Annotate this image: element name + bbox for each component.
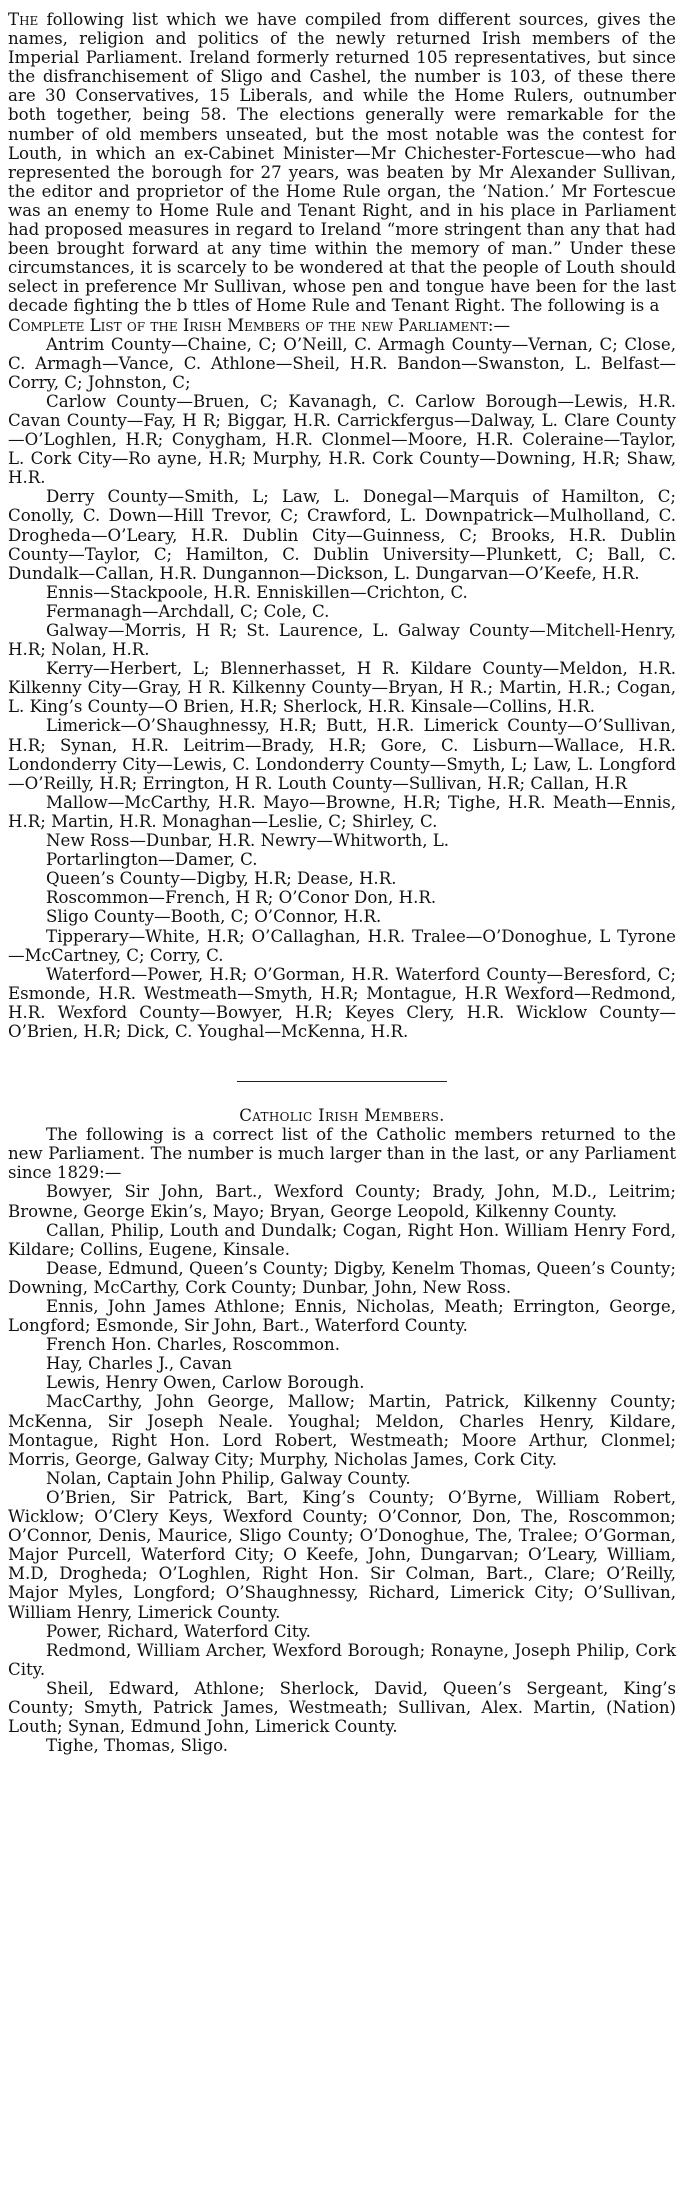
- members-entry: Galway—Morris, H R; St. Laurence, L. Galway County—Mitchell-Henry, H.R; Nolan, H.R.: [8, 621, 676, 660]
- catholic-entry: Sheil, Edward, Athlone; Sherlock, David, Queen’s Sergeant, King’s County; Smyth, Patrick James, Westmeath; Sullivan, Alex. Martin, (Nation) Louth; Synan, Edmund John, Limerick County.: [8, 1678, 676, 1737]
- members-entry: Derry County—Smith, L; Law, L. Donegal—Marquis of Hamilton, C; Conolly, C. Down—Hill Trevor, C; Crawford, L. Downpatrick—Mulholland, C. Drogheda—O’Leary, H.R. Dublin City—Guinness, C; Brooks, H.R. Dublin County—Taylor, C; Hamilton, C. Dublin University—Plunkett, C; Ball, C. Dundalk—Callan, H.R. Dungannon—Dickson, L. Dungarvan—O’Keefe, H.R.: [8, 487, 676, 583]
- members-entry: Portarlington—Damer, C.: [46, 850, 258, 870]
- members-entry: Carlow County—Bruen, C; Kavanagh, C. Carlow Borough—Lewis, H.R. Cavan County—Fay, H R; Biggar, H.R. Carrickfergus—Dalway, L. Clare County—O’Loghlen, H.R; Conygham, H.R. Clonmel—Moore, H.R. Coleraine—Taylor, L. Cork City—Ro ayne, H.R; Murphy, H.R. Cork County—Downing, H.R; Shaw, H.R.: [8, 391, 676, 488]
- catholic-entry: Callan, Philip, Louth and Dundalk; Cogan, Right Hon. William Henry Ford, Kildare; Collins, Eugene, Kinsale.: [8, 1220, 676, 1259]
- catholic-entry: Bowyer, Sir John, Bart., Wexford County; Brady, John, M.D., Leitrim; Browne, George Ekin’s, Mayo; Bryan, George Leopold, Kilkenny County.: [8, 1182, 676, 1221]
- catholic-intro-paragraph: The following is a correct list of the Catholic members returned to the new Parliament. The number is much larger than in the last, or any Parliament since 1829:—: [8, 1125, 676, 1183]
- intro-text: following list which we have compiled from different sources, gives the names, religion and politics of the newly returned Irish members of the Imperial Parliament. Ireland formerly returned 105 representatives, but since the disfranchisement of Sligo and Cashel, the number is 103, of these there are 30 Conservatives, 15 Liberals, and while the Home Rulers, outnumber both together, being 58. The elections generally were remarkable for the number of old members unseated, but the most notable was the contest for Louth, in which an ex-Cabinet Minister—Mr Chichester-Fortescue—who had represented the borough for 27 years, was beaten by Mr Alexander Sullivan, the editor and proprietor of the Home Rule organ, the ‘Nation.’ Mr Fortescue was an enemy to Home Rule and Tenant Right, and in his place in Parliament had proposed measures in regard to Ireland “more stringent than any that had been brought forward at any time within the memory of man.” Under these circumstances, it is scarcely to be wondered at that the people of Louth should select in preference Mr Sullivan, whose pen and tongue have been for the last decade fighting the b ttles of Home Rule and Tenant Right. The following is a: [8, 10, 676, 316]
- members-entry: Sligo County—Booth, C; O’Connor, H.R.: [46, 907, 382, 927]
- intro-paragraph: [8, 10, 676, 316]
- catholic-entry: Redmond, William Archer, Wexford Borough; Ronayne, Joseph Philip, Cork City.: [8, 1640, 676, 1679]
- catholic-entry: Hay, Charles J., Cavan: [46, 1354, 232, 1374]
- intro-dropcap: The: [8, 10, 39, 29]
- catholic-entry: French Hon. Charles, Roscommon.: [46, 1335, 341, 1355]
- members-entry: Mallow—McCarthy, H.R. Mayo—Browne, H.R; Tighe, H.R. Meath—Ennis, H.R; Martin, H.R. Monaghan—Leslie, C; Shirley, C.: [8, 792, 676, 831]
- catholic-members-heading: Catholic Irish Members.: [239, 1106, 445, 1126]
- catholic-entry: MacCarthy, John George, Mallow; Martin, Patrick, Kilkenny County; McKenna, Sir Joseph Neale. Youghal; Meldon, Charles Henry, Kildare, Montague, Right Hon. Lord Robert, Westmeath; Moore Arthur, Clonmel; Morris, George, Galway City; Murphy, Nicholas James, Cork City.: [8, 1392, 676, 1469]
- catholic-entry: Power, Richard, Waterford City.: [46, 1621, 311, 1641]
- members-entry: Tipperary—White, H.R; O’Callaghan, H.R. Tralee—O’Donoghue, L Tyrone—McCartney, C; Corry, C.: [8, 926, 676, 965]
- members-list-heading: Complete List of the Irish Members of the new Parliament:—: [8, 315, 511, 335]
- catholic-entry: Dease, Edmund, Queen’s County; Digby, Kenelm Thomas, Queen’s County; Downing, McCarthy, Cork County; Dunbar, John, New Ross.: [8, 1258, 676, 1297]
- members-entry: Limerick—O’Shaughnessy, H.R; Butt, H.R. Limerick County—O’Sullivan, H.R; Synan, H.R. Leitrim—Brady, H.R; Gore, C. Lisburn—Wallace, H.R. Londonderry City—Lewis, C. Londonderry County—Smyth, L; Law, L. Longford—O’Reilly, H.R; Errington, H R. Louth County—Sullivan, H.R; Callan, H.R: [8, 716, 676, 793]
- catholic-entry: O’Brien, Sir Patrick, Bart, King’s County; O’Byrne, William Robert, Wicklow; O’Clery Keys, Wexford County; O’Connor, Don, The, Roscommon; O’Connor, Denis, Maurice, Sligo County; O’Donoghue, The, Tralee; O’Gorman, Major Purcell, Waterford City; O Keefe, John, Dungarvan; O’Leary, William, M.D, Drogheda; O’Loghlen, Right Hon. Sir Colman, Bart., Clare; O’Reilly, Major Myles, Longford; O’Shaughnessy, Richard, Limerick City; O’Sullivan, William Henry, Limerick County.: [8, 1487, 676, 1622]
- catholic-members-list: [8, 1182, 676, 1755]
- members-entry: New Ross—Dunbar, H.R. Newry—Whitworth, L.: [46, 831, 450, 851]
- members-entry: Kerry—Herbert, L; Blennerhasset, H R. Kildare County—Meldon, H.R. Kilkenny City—Gray, H R. Kilkenny County—Bryan, H R.; Martin, H.R.; Cogan, L. King’s County—O Brien, H.R; Sherlock, H.R. Kinsale—Collins, H.R.: [8, 659, 676, 717]
- catholic-entry: Ennis, John James Athlone; Ennis, Nicholas, Meath; Errington, George, Longford; Esmonde, Sir John, Bart., Waterford County.: [8, 1297, 676, 1336]
- catholic-entry: Tighe, Thomas, Sligo.: [46, 1736, 229, 1756]
- catholic-entry: Lewis, Henry Owen, Carlow Borough.: [46, 1373, 365, 1393]
- members-entry: Ennis—Stackpoole, H.R. Enniskillen—Crichton, C.: [46, 582, 468, 602]
- members-entry: Antrim County—Chaine, C; O’Neill, C. Armagh County—Vernan, C; Close, C. Armagh—Vance, C. Athlone—Sheil, H.R. Bandon—Swanston, L. Belfast—Corry, C; Johnston, C;: [8, 334, 676, 392]
- members-entry: Waterford—Power, H.R; O’Gorman, H.R. Waterford County—Beresford, C; Esmonde, H.R. Westmeath—Smyth, H.R; Montague, H.R Wexford—Redmond, H.R. Wexford County—Bowyer, H.R; Keyes Clery, H.R. Wicklow County—O’Brien, H.R; Dick, C. Youghal—McKenna, H.R.: [8, 964, 676, 1041]
- members-entry: Queen’s County—Digby, H.R; Dease, H.R.: [46, 869, 397, 889]
- members-entry: Roscommon—French, H R; O’Conor Don, H.R.: [46, 888, 437, 908]
- catholic-entry: Nolan, Captain John Philip, Galway County.: [46, 1468, 411, 1488]
- members-list: [8, 335, 676, 1041]
- members-entry: Fermanagh—Archdall, C; Cole, C.: [46, 601, 330, 621]
- section-divider: [237, 1081, 447, 1082]
